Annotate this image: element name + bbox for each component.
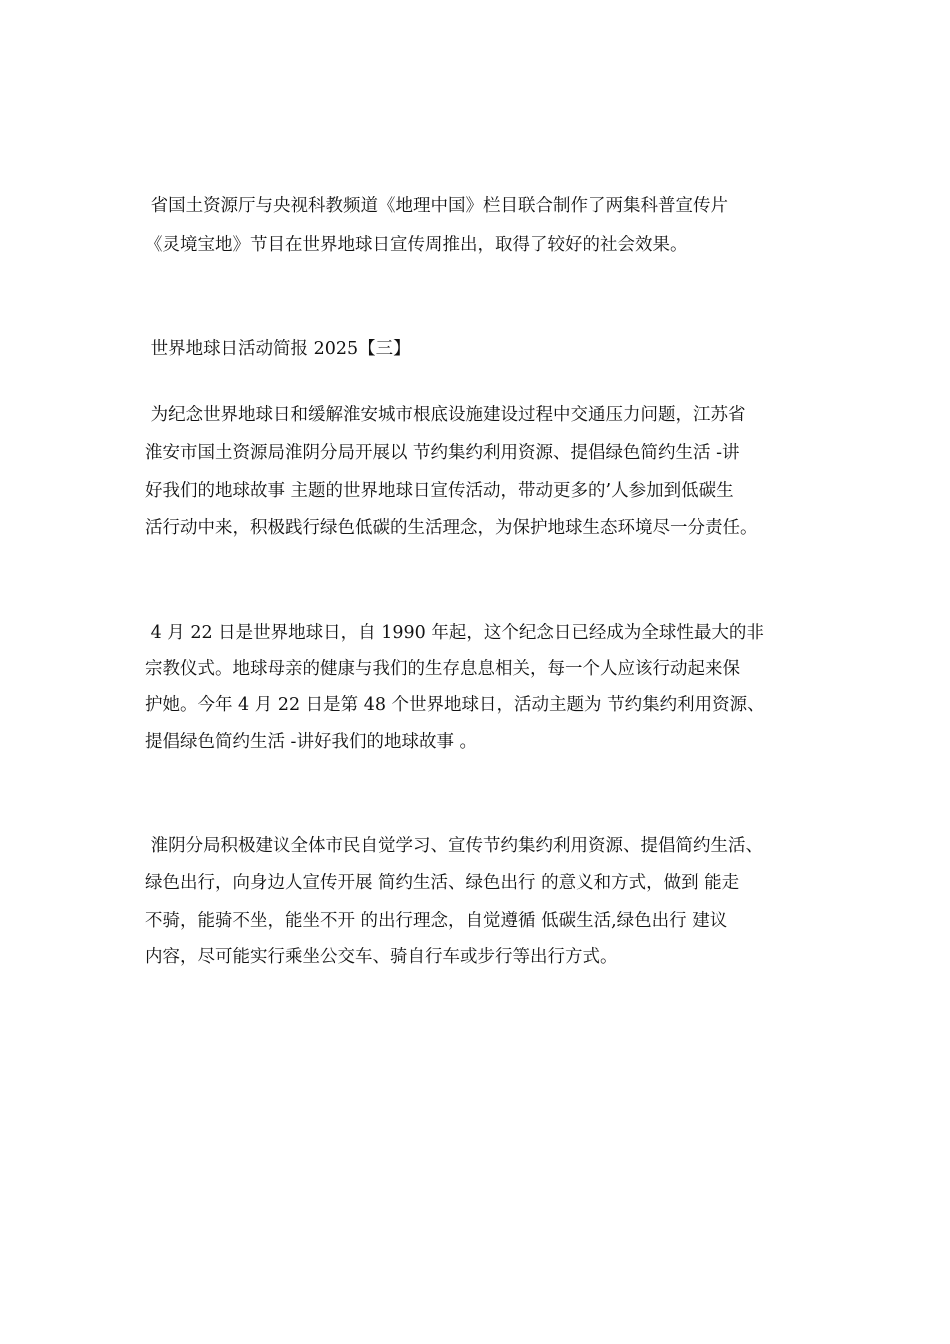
text-line: 不骑，能骑不坐，能坐不开 的出行理念，自觉遵循 低碳生活,绿色出行 建议	[145, 911, 728, 931]
text-line: 《灵境宝地》节目在世界地球日宣传周推出，取得了较好的社会效果。	[145, 235, 688, 255]
text-line: 好我们的地球故事 主题的世界地球日宣传活动，带动更多的’人参加到低碳生	[145, 481, 734, 501]
text-line: 提倡绿色简约生活 -讲好我们的地球故事 。	[145, 732, 478, 752]
text-line: 绿色出行，向身边人宣传开展 简约生活、绿色出行 的意义和方式，做到 能走	[145, 873, 740, 893]
text-line: 护她。今年 4 月 22 日是第 48 个世界地球日，活动主题为 节约集约利用资源、	[145, 695, 765, 715]
text-line: 淮阴分局积极建议全体市民自觉学习、宣传节约集约利用资源、提倡简约生活、	[145, 836, 764, 856]
text-line: 宗教仪式。地球母亲的健康与我们的生存息息相关，每一个人应该行动起来保	[145, 659, 740, 679]
text-line: 为纪念世界地球日和缓解淮安城市根底设施建设过程中交通压力问题，江苏省	[145, 405, 746, 425]
text-line: 内容，尽可能实行乘坐公交车、骑自行车或步行等出行方式。	[145, 947, 618, 967]
section-heading: 世界地球日活动简报 2025【三】	[145, 339, 411, 359]
text-line: 淮安市国土资源局淮阴分局开展以 节约集约利用资源、提倡绿色简约生活 -讲	[145, 443, 740, 463]
text-line: 活行动中来，积极践行绿色低碳的生活理念，为保护地球生态环境尽一分责任。	[145, 518, 758, 538]
text-line: 省国土资源厅与央视科教频道《地理中国》栏目联合制作了两集科普宣传片	[145, 196, 729, 216]
text-line: 4 月 22 日是世界地球日，自 1990 年起，这个纪念日已经成为全球性最大的非	[145, 623, 764, 643]
